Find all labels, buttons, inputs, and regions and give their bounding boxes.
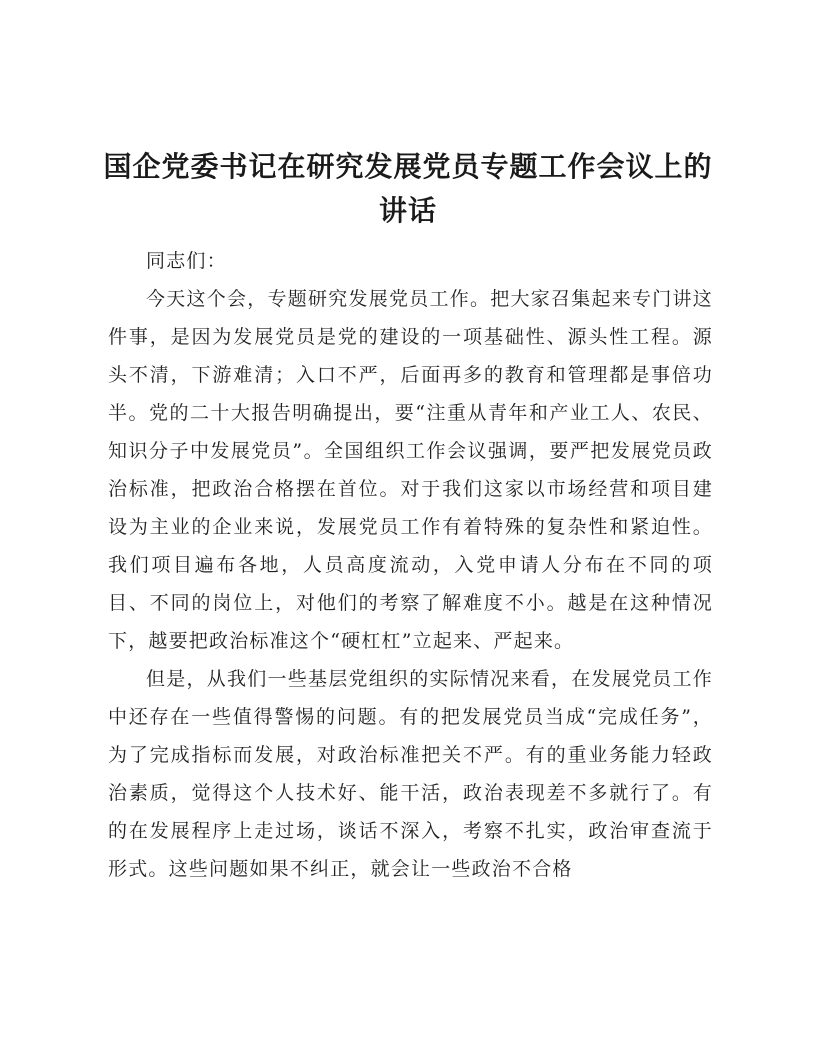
paragraph-1: 今天这个会，专题研究发展党员工作。把大家召集起来专门讲这件事，是因为发展党员是党的建设的一项基础性、源头性工程。源头不清，下游难清；入口不严，后面再多的教育和管理都是事倍功半。党的二十大报告明确提出，要“注重从青年和产业工人、农民、知识分子中发展党员”。全国组织工作会议强调，要严把发展党员政治标准，把政治合格摆在首位。对于我们这家以市场经营和项目建设为主业的企业来说，发展党员工作有着特殊的复杂性和紧迫性。我们项目遍布各地，人员高度流动，入党申请人分布在不同的项目、不同的岗位上，对他们的考察了解难度不小。越是在这种情况下，越要把政治标准这个“硬杠杠”立起来、严起来。 [108,288,713,652]
salutation: 同志们： [146,250,227,272]
document-title: 国企党委书记在研究发展党员专题工作会议上的讲话 [103,150,713,227]
document-body [108,242,713,888]
paragraph-2: 但是，从我们一些基层党组织的实际情况来看，在发展党员工作中还存在一些值得警惕的问题。有的把发展党员当成“完成任务”，为了完成指标而发展，对政治标准把关不严。有的重业务能力轻政治素质，觉得这个人技术好、能干活，政治表现差不多就行了。有的在发展程序上走过场，谈话不深入，考察不扎实，政治审查流于形式。这些问题如果不纠正，就会让一些政治不合格 [108,668,713,880]
